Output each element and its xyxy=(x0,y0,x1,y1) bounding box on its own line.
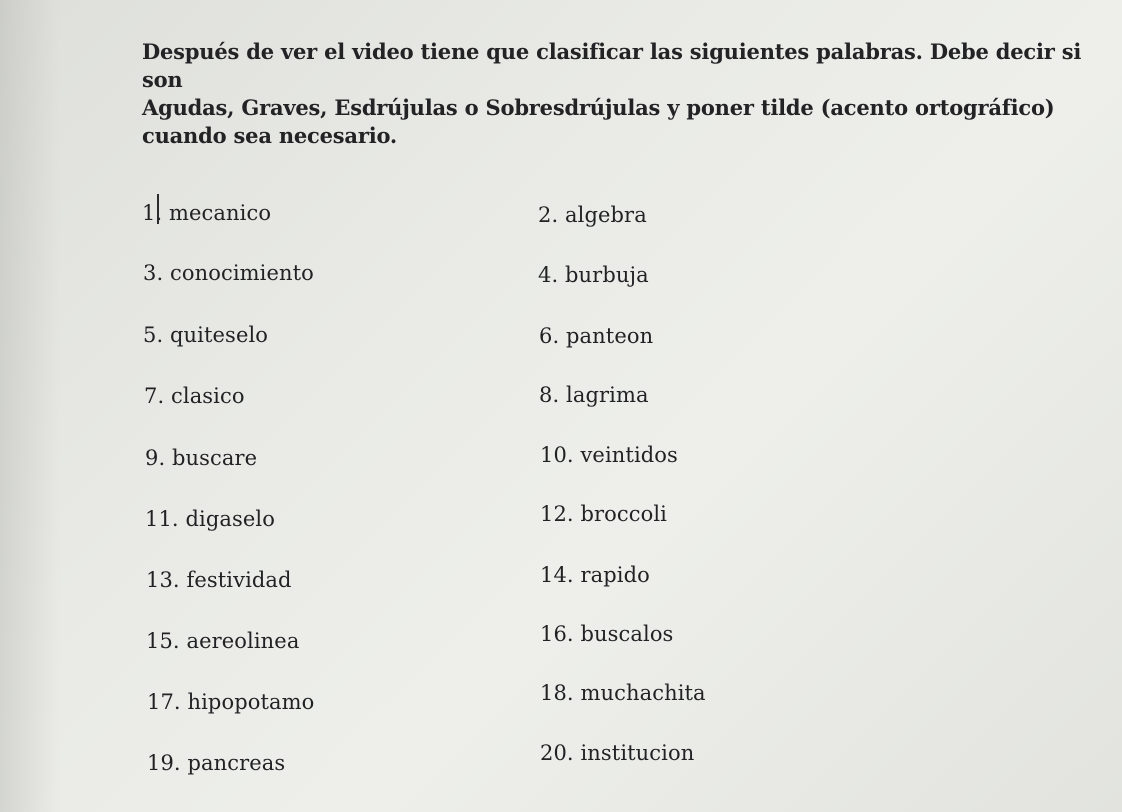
word-item-5: 5. quiteselo xyxy=(143,323,269,347)
word-item-6: 6. panteon xyxy=(539,324,654,348)
instructions-paragraph: Después de ver el video tiene que clasificar las siguientes palabras. Debe decir si son Agudas, Graves, Esdrújulas o Sobresdrújulas y poner tilde (acento ortográfico) cuando sea necesario. xyxy=(142,39,1082,148)
word-item-18: 18. muchachita xyxy=(540,681,706,705)
word-item-10: 10. veintidos xyxy=(540,443,678,467)
word-item-12: 12. broccoli xyxy=(540,502,667,526)
word-item-13: 13. festividad xyxy=(146,568,292,592)
word-item-11: 11. digaselo xyxy=(145,507,275,531)
page-edge-shadow xyxy=(0,0,60,812)
word-item-16: 16. buscalos xyxy=(540,622,674,646)
word-item-2: 2. algebra xyxy=(538,203,647,227)
word-item-7: 7. clasico xyxy=(144,384,245,408)
word-item-14: 14. rapido xyxy=(540,563,650,587)
word-item-1: 1. mecanico xyxy=(142,201,272,225)
word-item-17: 17. hipopotamo xyxy=(147,690,315,714)
word-item-3: 3. conocimiento xyxy=(143,261,314,285)
word-item-9: 9. buscare xyxy=(145,446,258,470)
word-item-20: 20. institucion xyxy=(540,741,695,765)
word-item-15: 15. aereolinea xyxy=(146,629,300,653)
word-item-8: 8. lagrima xyxy=(539,383,649,407)
word-item-4: 4. burbuja xyxy=(538,263,649,287)
word-item-19: 19. pancreas xyxy=(147,751,286,775)
